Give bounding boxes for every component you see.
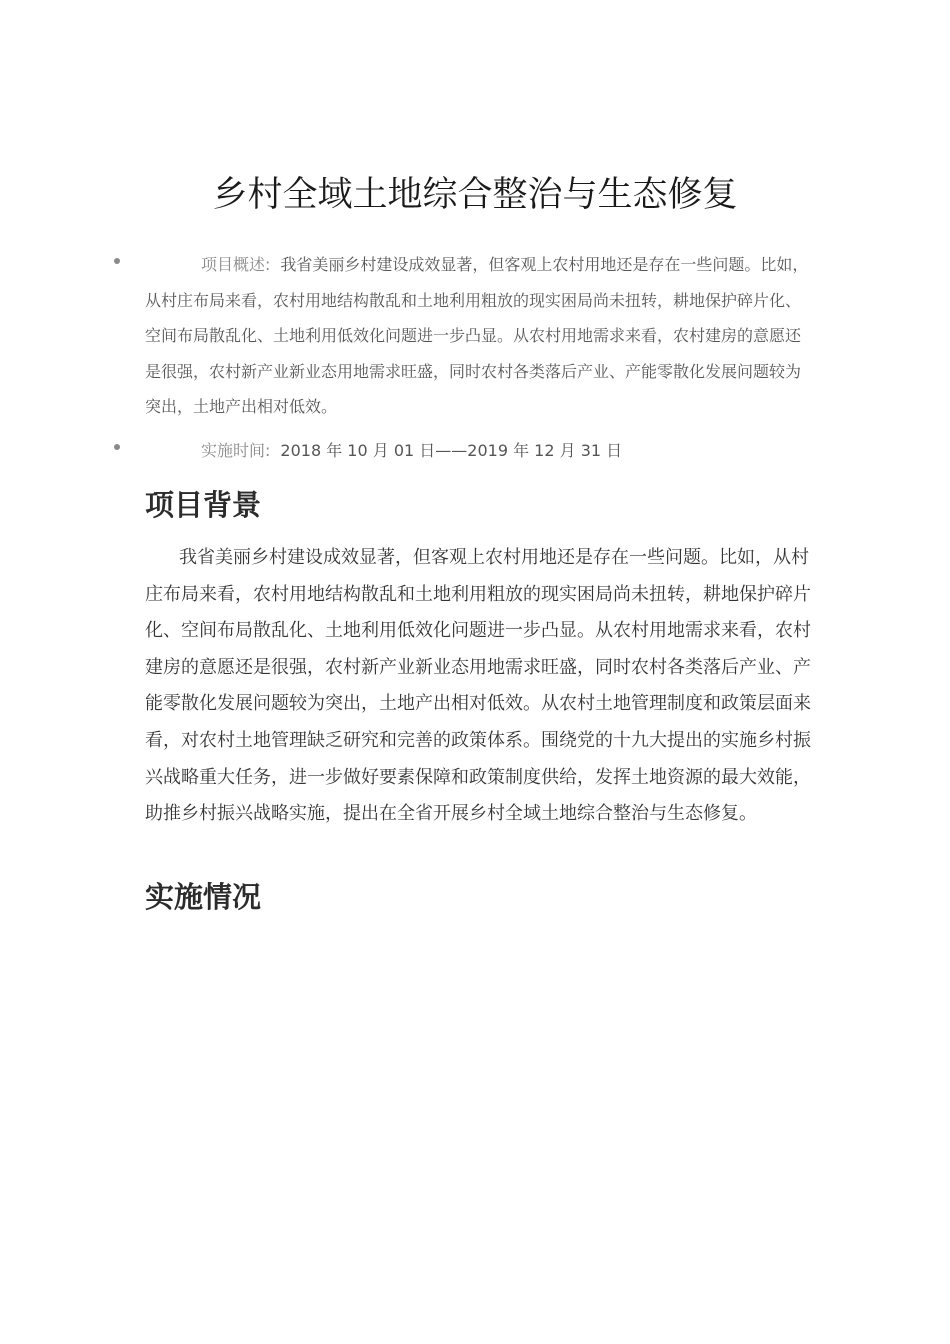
bullet-icon <box>114 258 120 264</box>
meta-time-text <box>145 433 810 469</box>
meta-overview-value: 我省美丽乡村建设成效显著，但客观上农村用地还是存在一些问题。比如，从村庄布局来看，农村用地结构散乱和土地利用粗放的现实困局尚未扭转，耕地保护碎片化、空间布局散乱化、土地利用低效化问题进一步凸显。从农村用地需求来看，农村建房的意愿还是很强，农村新产业新业态用地需求旺盛，同时农村各类落后产业、产能零散化发展问题较为突出，土地产出相对低效。 <box>145 255 809 416</box>
document-title: 乡村全域土地综合整治与生态修复 <box>212 175 738 215</box>
meta-overview-text <box>145 247 810 425</box>
background-paragraph: 我省美丽乡村建设成效显著，但客观上农村用地还是存在一些问题。比如，从村庄布局来看，农村用地结构散乱和土地利用粗放的现实困局尚未扭转，耕地保护碎片化、空间布局散乱化、土地利用低效化问题进一步凸显。从农村用地需求来看，农村建房的意愿还是很强，农村新产业新业态用地需求旺盛，同时农村各类落后产业、产能零散化发展问题较为突出，土地产出相对低效。从农村土地管理制度和政策层面来看，对农村土地管理缺乏研究和完善的政策体系。围绕党的十九大提出的实施乡村振兴战略重大任务，进一步做好要素保障和政策制度供给，发挥土地资源的最大效能，助推乡村振兴战略实施，提出在全省开展乡村全域土地综合整治与生态修复。 <box>145 547 811 825</box>
meta-item-time <box>0 433 810 469</box>
project-meta-list <box>0 247 950 468</box>
meta-item-overview <box>0 247 810 425</box>
meta-time-value: 2018 年 10 月 01 日——2019 年 12 月 31 日 <box>280 440 623 460</box>
section-heading-background: 项目背景 <box>145 488 262 522</box>
bullet-icon <box>114 444 120 450</box>
section-heading-implementation: 实施情况 <box>145 880 262 914</box>
meta-overview-label: 项目概述: <box>201 255 271 274</box>
meta-time-label: 实施时间: <box>201 440 271 460</box>
